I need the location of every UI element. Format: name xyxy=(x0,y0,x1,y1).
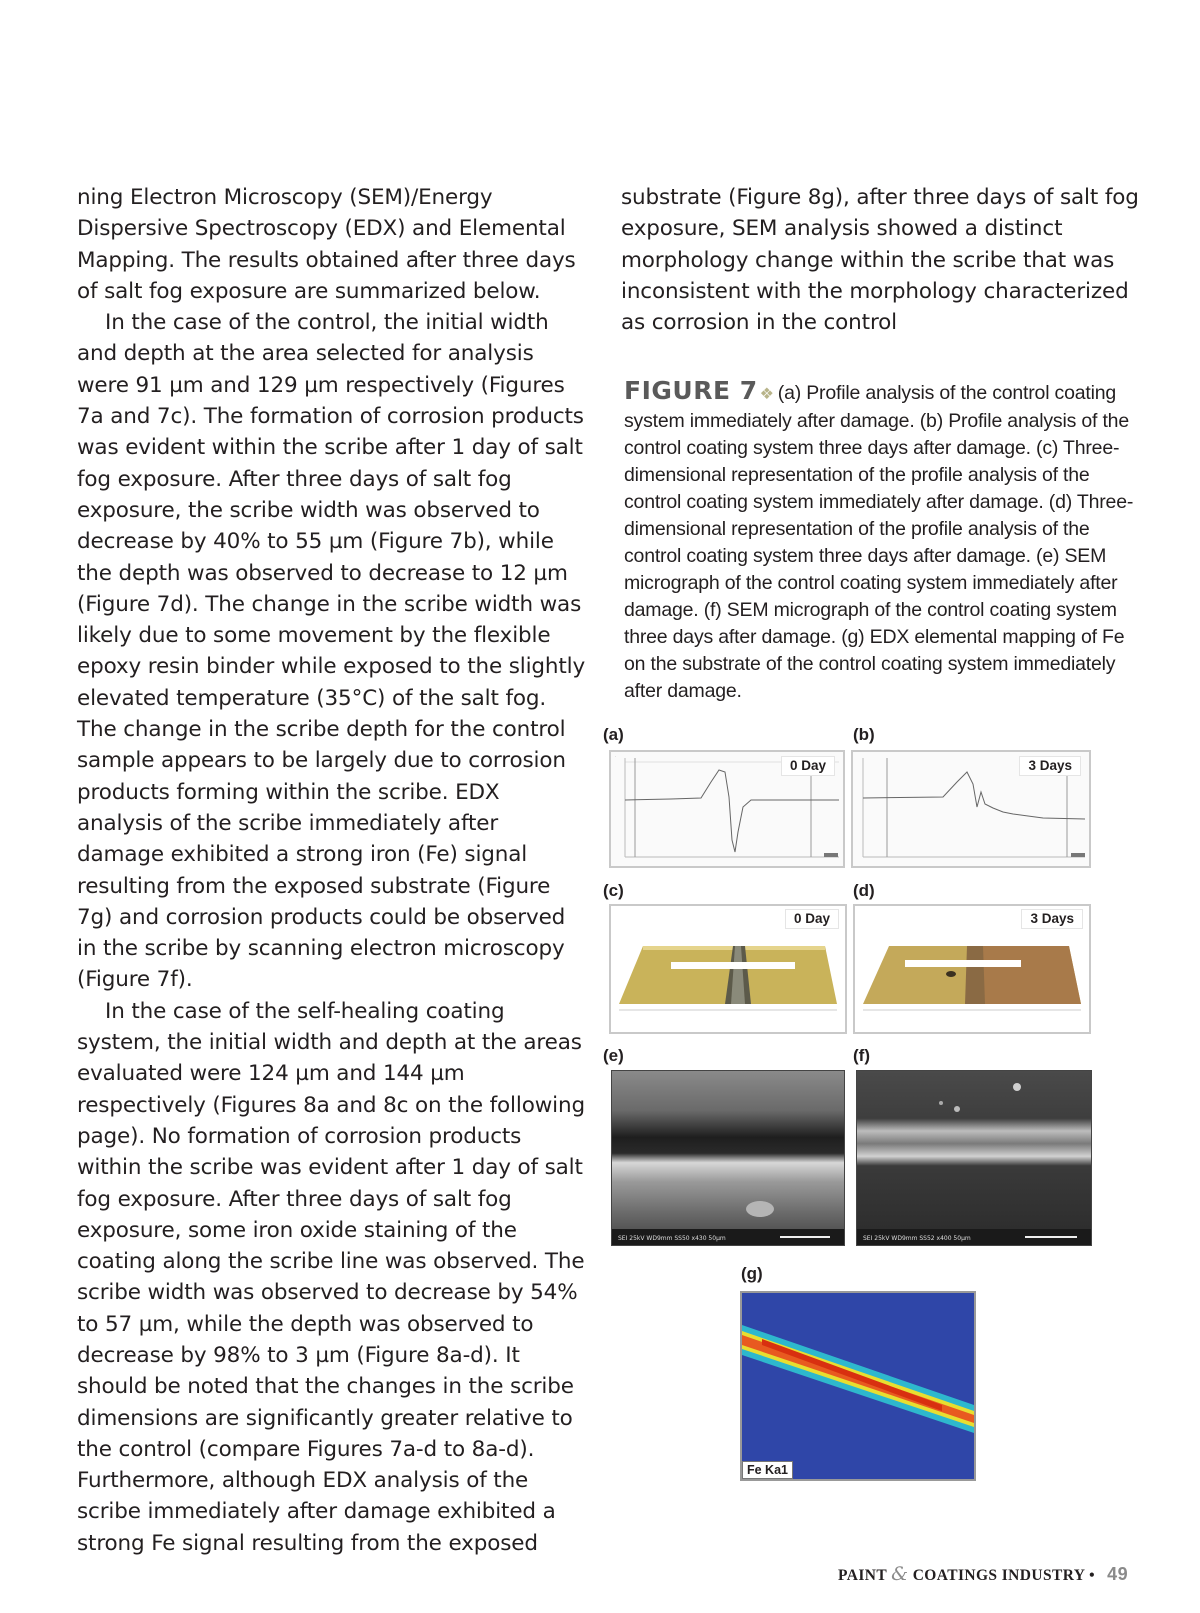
publication-name-part2: COATINGS INDUSTRY xyxy=(912,1567,1085,1584)
left-column-text xyxy=(77,182,589,1559)
figure-caption xyxy=(624,377,1138,705)
panel-a-day-tag: 0 Day xyxy=(781,756,835,776)
svg-text:SEI 25kV WD9mm SS52: SEI 25kV WD9mm SS52 x400 50µm xyxy=(863,1235,971,1242)
diamond-ornament-icon: ❖ xyxy=(759,386,774,403)
panel-b-label: (b) xyxy=(853,725,875,744)
page-number: 49 xyxy=(1107,1564,1128,1584)
caption-text: (a) Profile analysis of the control coating system immediately after damage. (b) Profile analysis of the control coating system three days after damage. (c) Three-dimensional representation of the profile analysis of the control coating system immediately after damage. (d) Three-dimensional representation of the profile analysis of the control coating system three days after damage. (e) SEM micrograph of the control coating system immediately after damage. (f) SEM micrograph of the control coating system three days after damage. (g) EDX elemental mapping of Fe on the substrate of the control coating system immediately after damage. xyxy=(624,382,1134,702)
panel-c-day-tag: 0 Day xyxy=(785,909,839,929)
panel-d-3d-render xyxy=(853,904,1091,1034)
panel-e-label: (e) xyxy=(603,1046,624,1065)
panel-a-label: (a) xyxy=(603,725,624,744)
paragraph-3: In the case of the self-healing coating system, the initial width and depth at the areas evaluated were 124 µm and 144 µm respectively (Figures 8a and 8c on the following page). No formation of corrosion products within the scribe was evident after 1 day of salt fog exposure. After three days of salt fog exposure, some iron oxide staining of the coating along the scribe line was observed. The scribe width was observed to decrease by 54% to 57 µm, while the depth was observed to decrease by 98% to 3 µm (Figure 8a-d). It should be noted that the changes in the scribe dimensions are significantly greater relative to the control (compare Figures 7a-d to 8a-d). Furthermore, although EDX analysis of the scribe immediately after damage exhibited a strong Fe signal resulting from the exposed xyxy=(77,998,585,1556)
paragraph-1: ning Electron Microscopy (SEM)/Energy Dispersive Spectroscopy (EDX) and Elemental Mapping. The results obtained after three days of salt fog exposure are summarized below. xyxy=(77,185,576,304)
svg-text:·: · xyxy=(615,754,617,759)
panel-g-label: (g) xyxy=(741,1264,763,1283)
paragraph-4: substrate (Figure 8g), after three days of salt fog exposure, SEM analysis showed a distinct morphology change within the scribe that was inconsistent with the morphology characterized as corrosion in the control xyxy=(621,185,1139,336)
panel-d-day-tag: 3 Days xyxy=(1021,909,1083,929)
panel-f-label: (f) xyxy=(853,1046,870,1065)
panel-f-sem-micrograph xyxy=(856,1070,1092,1246)
figure-label: FIGURE 7 xyxy=(624,376,758,405)
ampersand: & xyxy=(891,1563,909,1585)
page-footer xyxy=(838,1563,1128,1585)
publication-name-part1: PAINT xyxy=(838,1567,887,1584)
panel-b-profile-chart xyxy=(851,750,1091,868)
panel-d-label: (d) xyxy=(853,881,875,900)
panel-e-sem-micrograph xyxy=(611,1070,845,1246)
paragraph-2: In the case of the control, the initial width and depth at the area selected for analysis were 91 µm and 129 µm respectively (Figures 7a and 7c). The formation of corrosion products was evident within the scribe after 1 day of salt fog exposure. After three days of salt fog exposure, the scribe width was observed to decrease by 40% to 55 µm (Figure 7b), while the depth was observed to decrease to 12 µm (Figure 7d). The change in the scribe width was likely due to some movement by the flexible epoxy resin binder while exposed to the slightly elevated temperature (35°C) of the salt fog. The change in the scribe depth for the control sample appears to be largely due to corrosion products forming within the scribe. EDX analysis of the scribe immediately after damage exhibited a strong iron (Fe) signal resulting from the exposed substrate (Figure 7g) and corrosion products could be observed in the scribe by scanning electron microscopy (Figure 7f). xyxy=(77,310,586,993)
svg-text:SEI 25kV WD9mm SS50: SEI 25kV WD9mm SS50 x430 50µm xyxy=(618,1235,726,1242)
panel-g-map-label: Fe Ka1 xyxy=(742,1461,793,1479)
panel-c-label: (c) xyxy=(603,881,624,900)
panel-c-3d-render xyxy=(609,904,847,1034)
right-column-text xyxy=(621,182,1141,338)
footer-bullet: • xyxy=(1089,1567,1095,1584)
panel-a-profile-chart xyxy=(609,750,845,868)
panel-g-edx-map xyxy=(740,1291,976,1481)
panel-b-day-tag: 3 Days xyxy=(1019,756,1081,776)
